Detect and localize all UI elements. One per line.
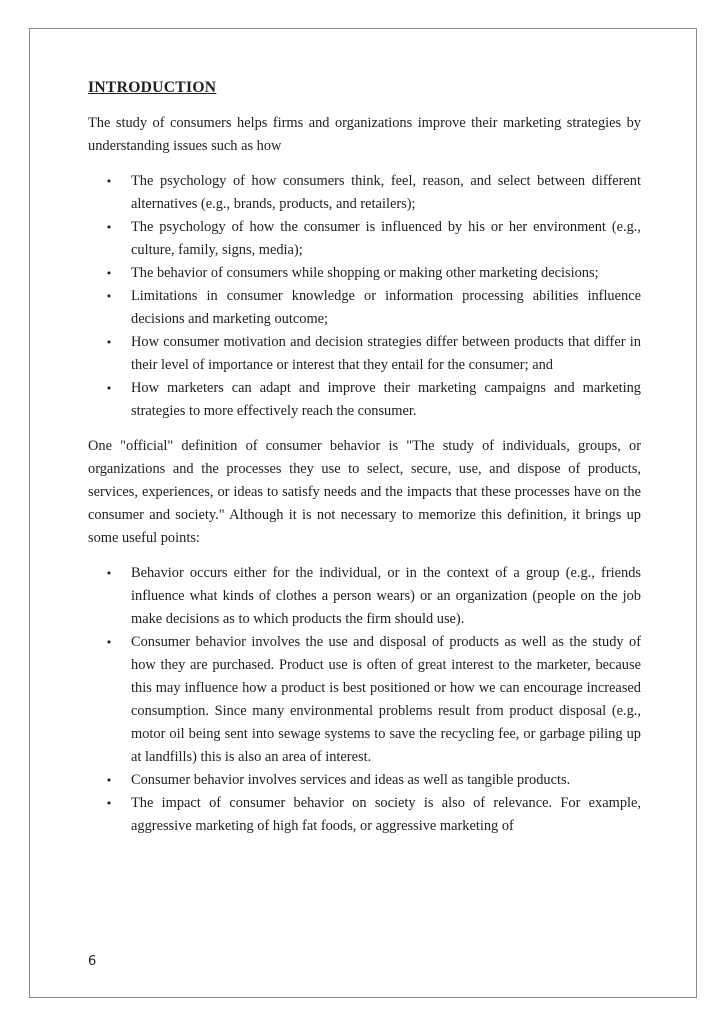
bullet-icon: • (105, 567, 113, 580)
list-item (105, 285, 641, 331)
list-item (105, 631, 641, 769)
bullet-icon: • (105, 221, 113, 234)
bullet-icon: • (105, 382, 113, 395)
list-item (105, 331, 641, 377)
bullet-icon: • (105, 774, 113, 787)
list-item-text: Behavior occurs either for the individual, or in the context of a group (e.g., friends influence what kinds of clothes a person wears) or an organization (people on the job make decisions as to which products the firm should use). (131, 565, 641, 627)
list-item-text: Limitations in consumer knowledge or information processing abilities influence decisions and marketing outcome; (131, 288, 641, 327)
list-item (105, 377, 641, 423)
list-item-text: The behavior of consumers while shopping or making other marketing decisions; (131, 265, 599, 281)
list-item-text: Consumer behavior involves services and ideas as well as tangible products. (131, 772, 571, 788)
points-list (88, 562, 641, 838)
bullet-icon: • (105, 636, 113, 649)
list-item-text: The psychology of how consumers think, feel, reason, and select between different alternatives (e.g., brands, products, and retailers); (131, 173, 641, 212)
list-item-text: The psychology of how the consumer is influenced by his or her environment (e.g., culture, family, signs, media); (131, 219, 641, 258)
list-item (105, 262, 641, 285)
bullet-icon: • (105, 267, 113, 280)
bullet-icon: • (105, 797, 113, 810)
section-heading: INTRODUCTION (88, 79, 217, 96)
intro-paragraph: The study of consumers helps firms and organizations improve their marketing strategies by understanding issues such as how (88, 115, 641, 154)
list-item (105, 792, 641, 838)
list-item (105, 769, 641, 792)
issues-list (88, 170, 641, 423)
list-item-text: How marketers can adapt and improve their marketing campaigns and marketing strategies to more effectively reach the consumer. (131, 380, 641, 419)
bullet-icon: • (105, 290, 113, 303)
list-item-text: The impact of consumer behavior on society is also of relevance. For example, aggressive marketing of high fat foods, or aggressive marketing of (131, 795, 641, 834)
list-item-text: How consumer motivation and decision strategies differ between products that differ in their level of importance or interest that they entail for the consumer; and (131, 334, 641, 373)
list-item-text: Consumer behavior involves the use and disposal of products as well as the study of how they are purchased. Product use is often of great interest to the marketer, because this may influence how a product is best positioned or how we can encourage increased consumption. Since many environmental problems result from product disposal (e.g., motor oil being sent into sewage systems to save the recycling fee, or garbage piling up at landfills) this is also an area of interest. (131, 634, 641, 765)
list-item (105, 216, 641, 262)
list-item (105, 170, 641, 216)
document-body (88, 76, 641, 850)
bullet-icon: • (105, 336, 113, 349)
page-number: 6 (88, 954, 97, 969)
list-item (105, 562, 641, 631)
bullet-icon: • (105, 175, 113, 188)
definition-paragraph: One "official" definition of consumer behavior is "The study of individuals, groups, or organizations and the processes they use to select, secure, use, and dispose of products, services, experiences, or ideas to satisfy needs and the impacts that these processes have on the consumer and society." Although it is not necessary to memorize this definition, it brings up some useful points: (88, 438, 641, 546)
